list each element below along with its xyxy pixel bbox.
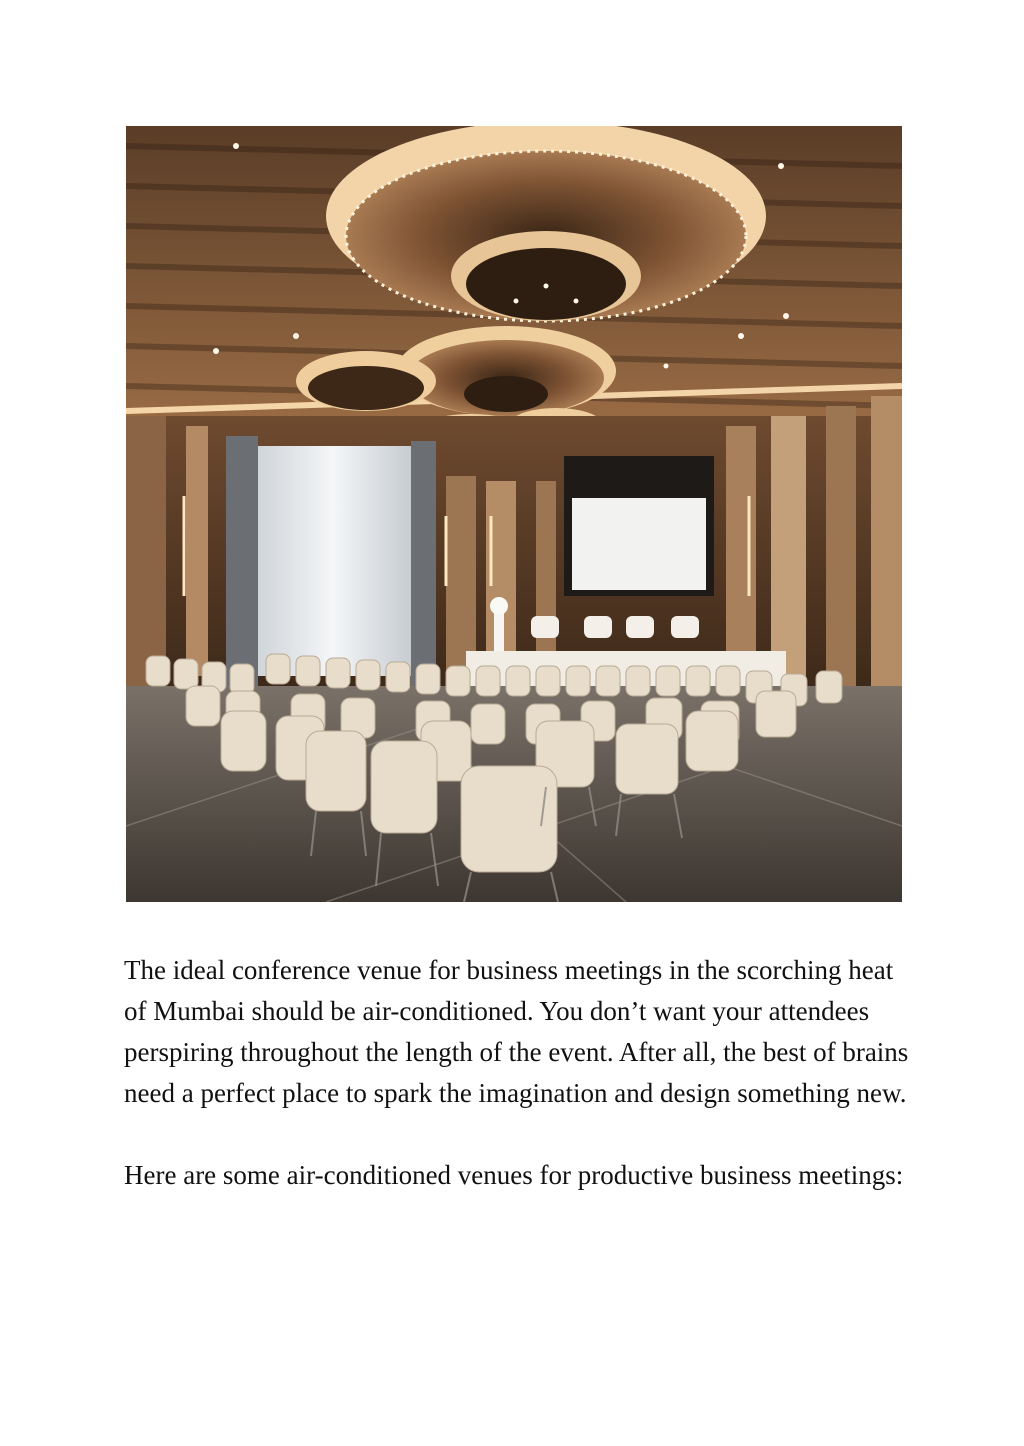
window-curtain [256,446,411,676]
flower-vase [494,611,504,651]
conference-room-illustration [126,126,902,902]
body-text [124,950,914,1237]
projection-screen [572,498,706,590]
paragraph-venues-lead: Here are some air-conditioned venues for productive business meetings: [124,1160,904,1190]
conference-room-photo [126,126,902,902]
paragraph-intro: The ideal conference venue for business meetings in the scorching heat of Mumbai should be air-conditioned. You don’t want your attendees perspiring throughout the length of the event. After all, the best of brains need a perfect place to spark the imagination and design something new. [124,955,909,1108]
